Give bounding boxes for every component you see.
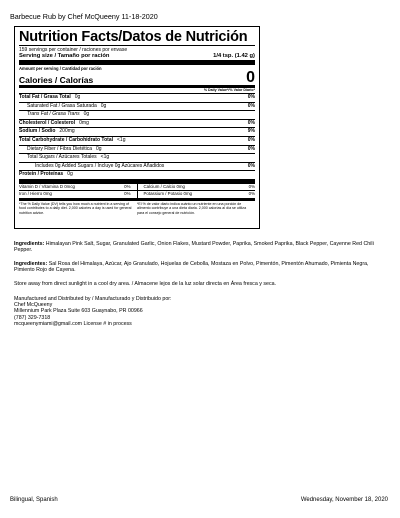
distributor-name: Chef McQueeny: [14, 302, 53, 309]
document-title: Barbecue Rub by Chef McQueeny 11-18-2020: [10, 12, 158, 21]
ingredients-spanish: [14, 261, 384, 273]
nutrient-row-sodium: [19, 128, 255, 136]
nutrient-row-total-fat: [19, 94, 255, 102]
nutrient-row-total-carbohydrate: [19, 137, 255, 145]
nutrient-row-added-sugars: [19, 163, 255, 171]
footnote-english: *The % Daily Value (DV) tells you how much a nutrient in a serving of food contributes to a daily diet. 2,000 calories a day is used for general nutrition advice.: [19, 201, 132, 215]
ingredientes-text: Sal Rosa del Himalaya, Azúcar, Ajo Granulado, Hojuelas de Cebolla, Mostaza en Polvo, Pimentón, Pimentón Ahumado, Pimienta Negra, Pimiento Rojo de Cayena.: [14, 261, 369, 274]
nutrient-row-dietary-fiber: [19, 146, 255, 154]
nutrient-label: Saturated Fat / Grasa Saturada: [27, 102, 97, 109]
potassium: [137, 191, 256, 198]
footer-language: Bilingual, Spanish: [10, 497, 58, 503]
nutrient-label: Total Carbohydrate / Carbohidrato Total: [19, 136, 113, 143]
servings-per-container: 159 servings per container / raciones por envase: [19, 47, 128, 53]
nutrient-dv: 0%: [247, 119, 255, 126]
nutrient-row-protein: [19, 171, 255, 179]
vitamin-d: [19, 184, 137, 191]
nutrient-row-saturated-fat: [19, 103, 255, 111]
storage-instructions: Store away from direct sunlight in a cool dry area. / Almacene lejos de la luz solar directa en Área fresca y seca.: [14, 281, 277, 287]
serving-size-row: [19, 53, 255, 60]
vitamin-dv: 0%: [124, 183, 131, 189]
ingredients-label: Ingredients:: [14, 241, 45, 247]
vitamin-label: Potassium / Potasio 0mg: [143, 191, 193, 197]
ingredients-english: [14, 241, 384, 253]
nutrient-amount: 0mg: [79, 119, 89, 126]
nutrient-label: Total Fat / Grasa Total: [19, 94, 71, 100]
nutrient-amount: 200mg: [59, 128, 75, 135]
label-title: Nutrition Facts/Datos de Nutrición: [19, 29, 248, 45]
serving-size-label: Serving size / Tamaño por ración: [19, 53, 110, 59]
divider: [19, 45, 255, 46]
daily-value-header: % Daily Value*/% Valor Diario*: [203, 88, 255, 92]
distributor-address: Millennium Park Plaza Suite 603 Guaynabo, PR 00966: [14, 308, 143, 315]
nutrition-facts-label: [14, 26, 260, 229]
medium-divider: [19, 198, 255, 201]
nutrient-dv: 9%: [247, 128, 255, 135]
nutrient-amount: 0g: [100, 102, 107, 109]
nutrient-label: Dietary Fiber / Fibra Dietética: [27, 145, 93, 152]
serving-size-value: 1/4 tsp. (1.42 g): [213, 53, 255, 59]
nutrient-amount: 0g: [83, 111, 90, 118]
distributor-phone: (787) 329-7318: [14, 314, 51, 321]
nutrient-dv: 0%: [247, 102, 255, 109]
calories-row: [19, 70, 255, 85]
ingredients-text: Himalayan Pink Salt, Sugar, Granulated Garlic, Onion Flakes, Mustard Powder, Paprika, Smoked Paprika, Black Pepper, Cayenne Red Chili Pepper.: [14, 241, 374, 254]
nutrient-label: Sodium / Sodio: [19, 128, 56, 135]
nutrient-row-cholesterol: [19, 120, 255, 128]
nutrient-label: Cholesterol / Colesterol: [19, 119, 76, 126]
nutrient-row-trans-fat: [19, 111, 255, 119]
amount-per-serving: Amount per serving / Cantidad por ración: [19, 66, 102, 71]
vitamin-label: Calcium / Calcio 0mg: [143, 183, 185, 189]
nutrient-label: Protein / Proteínas: [19, 171, 64, 178]
nutrient-dv: 0%: [247, 94, 255, 100]
iron: [19, 191, 137, 198]
nutrient-amount: <1g: [100, 154, 110, 161]
ingredientes-label: Ingredientes:: [14, 261, 48, 267]
nutrient-amount: 0g: [74, 94, 81, 100]
distributor-email: mcqueenymiami@gmail.com License # in process: [14, 320, 132, 327]
vitamin-dv: 0%: [248, 183, 255, 189]
thick-divider: [19, 60, 255, 65]
calories-label: Calories / Calorías: [19, 75, 94, 85]
calories-value: 0: [246, 69, 255, 86]
vitamin-row: [19, 191, 255, 198]
vitamin-row: [19, 184, 255, 191]
nutrient-amount: 0g: [96, 145, 102, 152]
nutrient-dv: 0%: [247, 136, 255, 143]
vitamin-label: Vitamin D / Vitamina D 0mcg: [19, 183, 75, 189]
distributor-block: [14, 296, 384, 327]
nutrient-dv: 0%: [247, 162, 255, 169]
nutrient-amount: 0g: [67, 171, 73, 178]
nutrient-label: Trans Fat / Grasa Trans: [27, 111, 80, 118]
vitamin-label: Iron / Hierro 0mg: [19, 191, 52, 197]
distributor-line: Manufactured and Distributed by / Manufacturado y Distribuido por:: [14, 296, 172, 302]
footnote-spanish: *El % de valor diario indica cuánto un nutriente en una porción de alimento contribuye a una dieta diaria. 2,000 calorías al día se utiliza para el consejo general de nutrición.: [137, 201, 247, 215]
nutrient-amount: <1g: [117, 136, 126, 143]
nutrient-row-total-sugars: [19, 154, 255, 162]
nutrient-label: Total Sugars / Azúcares Totales: [27, 154, 97, 161]
nutrient-label: Includes 0g Added Sugars / Incluye 0g Azúcares Añadidos: [35, 162, 165, 169]
nutrient-dv: 0%: [247, 145, 255, 152]
calcium: [137, 184, 256, 191]
footer-date: Wednesday, November 18, 2020: [300, 497, 388, 503]
daily-value-footnote: [19, 202, 255, 215]
vitamin-dv: 0%: [248, 191, 255, 197]
vitamin-dv: 0%: [124, 191, 131, 197]
